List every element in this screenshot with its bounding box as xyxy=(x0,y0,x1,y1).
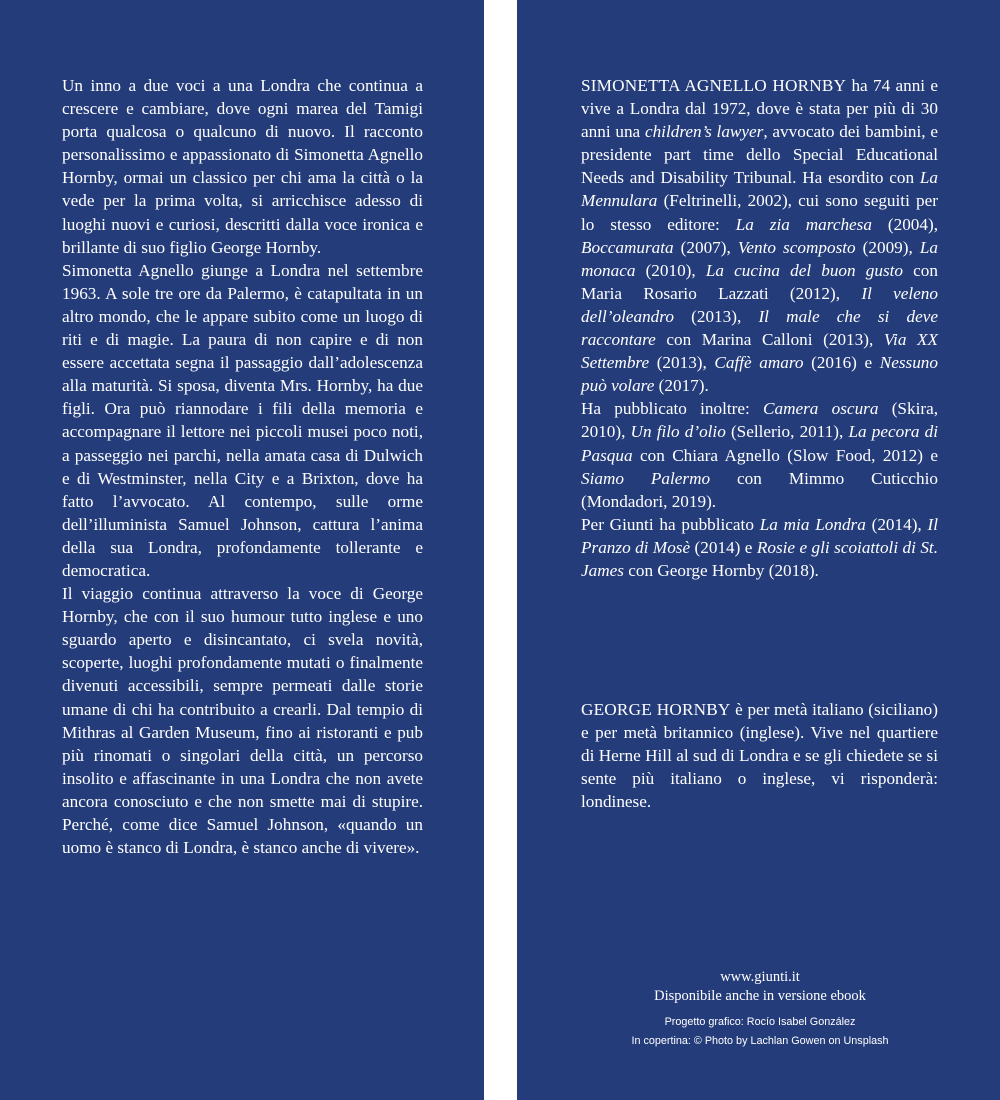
paragraph xyxy=(581,74,938,397)
author-name: GEORGE HORNBY xyxy=(581,700,731,719)
text-run: (2009), xyxy=(855,237,920,257)
italic-title: Nessuno può volare xyxy=(581,353,938,396)
text-run: (2016) e xyxy=(803,353,880,373)
design-credit: Progetto grafico: Rocío Isabel González xyxy=(664,1016,856,1028)
italic-title: Il veleno dell’oleandro xyxy=(581,283,938,326)
italic-title: Via XX Settembre xyxy=(581,330,938,373)
text-run: (2013), xyxy=(673,306,759,326)
italic-title: Il Pranzo di Mosè xyxy=(581,514,938,557)
text-run: con Marina Calloni (2013), xyxy=(655,330,884,350)
italic-title: Vento scomposto xyxy=(737,237,856,257)
italic-title: La cucina del buon gusto xyxy=(705,260,904,280)
paragraph xyxy=(581,513,938,582)
text-run: (2013), xyxy=(649,353,715,373)
paragraph xyxy=(62,74,423,259)
text-run: con George Hornby (2018). xyxy=(623,560,819,580)
italic-title: La monaca xyxy=(581,237,938,280)
paragraph xyxy=(62,582,423,859)
italic-title: Siamo Palermo xyxy=(581,468,711,488)
italic-title: Caffè amaro xyxy=(714,353,804,373)
paragraph xyxy=(62,259,423,582)
publisher-url: www.giunti.it xyxy=(720,969,800,985)
ebook-note: Disponibile anche in versione ebook xyxy=(654,988,866,1004)
text-run: Simonetta Agnello giunge a Londra nel settembre 1963. A sole tre ore da Palermo, è catapultata in un altro mondo, che le appare subito come un luogo di riti e di magie. La paura di non capire e di non essere accettata segna il passaggio dall’adolescenza alla maturità. Si sposa, diventa Mrs. Hornby, ha due figli. Ora può riannodare i fili della memoria e accompagnare il lettore nei piccoli musei poco noti, a passeggio nei parchi, nella amata casa di Dulwich e di Westminster, nella City e a Brixton, dove ha fatto l’avvocato. Al contempo, sulle orme dell’illuminista Samuel Johnson, cattura l’anima della sua Londra, profondamente tollerante e democratica. xyxy=(62,260,423,580)
paragraph xyxy=(581,698,938,813)
book-blurb xyxy=(62,74,423,859)
italic-title: children’s lawyer xyxy=(644,122,764,142)
text-run: con Maria Rosario Lazzati (2012), xyxy=(581,260,938,303)
text-run: con Mimmo Cuticchio (Mondadori, 2019). xyxy=(581,468,938,511)
text-run: , avvocato dei bambini, e presidente part time dello Special Educational Needs and Disability Tribunal. Ha esordito con xyxy=(581,122,938,188)
publisher-footer xyxy=(560,968,960,1051)
text-run: (Skira, 2010), xyxy=(581,399,939,442)
text-run: è per metà italiano (siciliano) e per metà britannico (inglese). Vive nel quartiere di Herne Hill al sud di Londra e se gli chiedete se si sente più italiano o inglese, vi risponderà: londinese. xyxy=(581,700,938,812)
author-bio-george xyxy=(581,698,938,813)
text-run: ha 74 anni e vive a Londra dal 1972, dove è stata per più di 30 anni una xyxy=(581,76,938,142)
text-run: Un inno a due voci a una Londra che continua a crescere e cambiare, dove ogni marea del Tamigi porta qualcosa o qualcuno di nuovo. Il racconto personalissimo e appassionato di Simonetta Agnello Hornby, ormai un classico per chi ama la città o la vede per la prima volta, si arricchisce adesso di luoghi nuovi e curiosi, descritti dalla voce ironica e brillante di suo figlio George Hornby. xyxy=(62,76,423,257)
paragraph xyxy=(581,397,938,512)
italic-title: Rosie e gli scoiattoli di St. James xyxy=(581,537,938,580)
text-run: Il viaggio continua attraverso la voce di George Hornby, che con il suo humour tutto inglese e uno sguardo aperto e disincantato, ci svela novità, scoperte, luoghi profondamente mutati o finalmente divenuti accessibili, sempre permeati dalle storie umane di chi ha contribuito a crearli. Dal tempio di Mithras al Garden Museum, fino ai ristoranti e pub più rinomati o singolari della città, un percorso insolito e affascinante in una Londra che non avete ancora conosciuto e che non smette mai di stupire. Perché, come dice Samuel Johnson, «quando un uomo è stanco di Londra, è stanco anche di vivere». xyxy=(62,584,423,858)
text-run: (2014) e xyxy=(690,537,757,557)
text-run: (Feltrinelli, 2002), cui sono seguiti per lo stesso editore: xyxy=(581,191,938,234)
italic-title: Boccamurata xyxy=(581,237,674,257)
italic-title: Il male che si deve raccontare xyxy=(581,306,938,350)
text-run: (2017). xyxy=(654,376,709,396)
italic-title: La pecora di Pasqua xyxy=(581,422,938,465)
italic-title: Camera oscura xyxy=(763,399,879,419)
italic-title: La mia Londra xyxy=(759,514,866,534)
text-run: (2014), xyxy=(865,514,928,534)
author-name: SIMONETTA AGNELLO HORNBY xyxy=(581,76,847,95)
cover-credit: In copertina: © Photo by Lachlan Gowen on Unsplash xyxy=(631,1035,889,1047)
text-run: Per Giunti ha pubblicato xyxy=(581,514,760,534)
text-run: (2010), xyxy=(635,260,706,280)
italic-title: La Mennulara xyxy=(581,168,938,211)
text-run: con Chiara Agnello (Slow Food, 2012) e xyxy=(632,445,938,465)
italic-title: Un filo d’olio xyxy=(630,422,726,442)
text-run: (Sellerio, 2011), xyxy=(725,422,849,442)
author-bio-simonetta xyxy=(581,74,938,582)
italic-title: La zia marchesa xyxy=(735,214,872,234)
text-run: Ha pubblicato inoltre: xyxy=(581,399,764,419)
text-run: (2007), xyxy=(673,237,738,257)
text-run: (2004), xyxy=(871,214,938,234)
